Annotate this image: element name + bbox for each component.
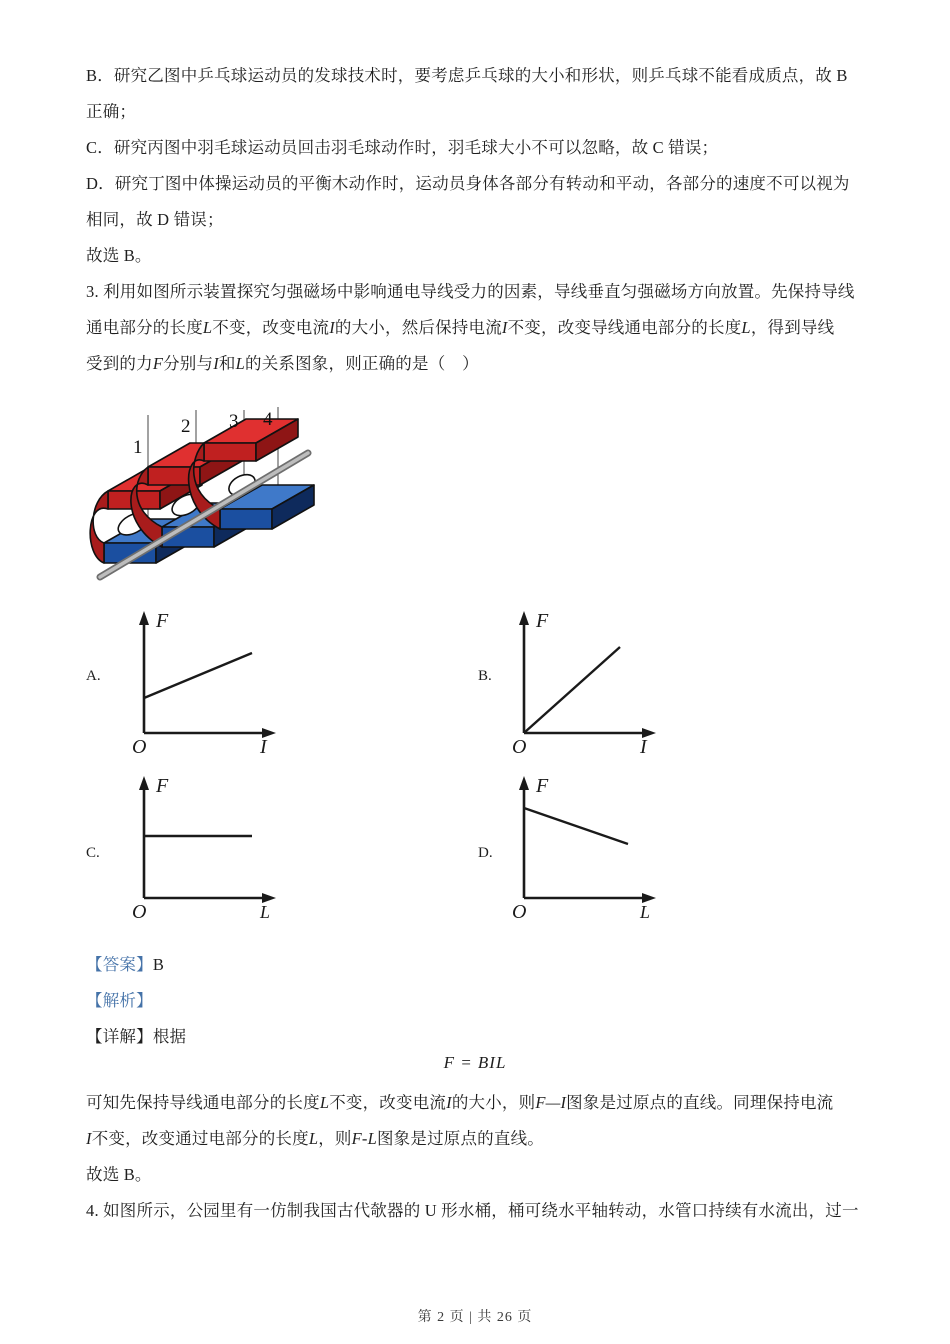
chart-c-svg — [120, 770, 300, 923]
q3-l2-seg-a: 通电部分的长度 — [86, 318, 203, 337]
q3-l2-var-L2: L — [741, 318, 751, 337]
graph-option-label-b: B. — [478, 668, 492, 684]
chart-b-svg — [500, 605, 680, 758]
detail-text: 根据 — [152, 1027, 187, 1046]
sol-l1-seg-d: 图象是过原点的直线。同理保持电流 — [566, 1093, 834, 1112]
question-4-paragraph — [86, 1193, 876, 1229]
magnet-array-figure — [86, 405, 416, 600]
chart-d-ylabel: F — [536, 775, 549, 797]
sol-l1-var-L: L — [319, 1093, 330, 1112]
chart-c-origin-label: O — [132, 901, 147, 923]
question-3-line-1: 3. 利用如图所示装置探究匀强磁场中影响通电导线受力的因素，导线垂直匀强磁场方向放置。先保持导线 — [86, 282, 855, 301]
magnet-3-red-front — [204, 443, 256, 461]
graph-option-label-c: C. — [86, 845, 100, 861]
sol-l1-seg-c: 的大小，则 — [451, 1093, 536, 1112]
chart-a-data-line — [144, 653, 252, 698]
option-d-line-1: D．研究丁图中体操运动员的平衡木动作时，运动员身体各部分有转动和平动，各部分的速度不可以视为 — [86, 174, 850, 193]
chart-a-svg — [120, 605, 300, 758]
question-4-line-1: 4. 如图所示，公园里有一仿制我国古代欹器的 U 形水桶，桶可绕水平轴转动，水管口持续有水流出，过一 — [86, 1201, 859, 1220]
formula-f-equals-bil: F = BIL — [443, 1053, 507, 1072]
q3-l3-seg-a: 受到的力 — [86, 354, 153, 373]
chart-a-xlabel: I — [260, 736, 267, 758]
chart-option-b — [500, 605, 680, 758]
chart-d-svg — [500, 770, 680, 923]
chart-c-xlabel: L — [260, 902, 271, 922]
magnet-array-svg — [86, 405, 416, 600]
chart-b-ylabel: F — [536, 610, 549, 632]
sol-l1-var-FI: F—I — [535, 1093, 567, 1112]
sol-l1-var-I: I — [446, 1093, 452, 1112]
detail-line — [86, 1019, 876, 1055]
chart-option-a — [120, 605, 300, 758]
option-b-line-1: B．研究乙图中乒乓球运动员的发球技术时，要考虑乒乓球的大小和形状，则乒乓球不能看成质点，故 B — [86, 66, 848, 85]
analysis-line — [86, 983, 876, 1019]
chart-c-ylabel: F — [156, 775, 169, 797]
q3-l2-seg-e: ，得到导线 — [750, 318, 835, 337]
question-3-line-2 — [86, 310, 876, 346]
q3-l3-seg-d: 的关系图象，则正确的是（ ） — [245, 354, 479, 373]
choose-b-line-2: 故选 B。 — [86, 1165, 152, 1184]
q3-l3-seg-b: 分别与 — [163, 354, 214, 373]
chart-b-y-arrow — [519, 611, 529, 625]
page-footer: 第 2 页 | 共 26 页 — [417, 1310, 533, 1325]
choose-b-line-1: 故选 B。 — [86, 246, 152, 265]
answer-block — [86, 947, 876, 983]
answer-value: B — [152, 955, 165, 974]
sol-l2-seg-a: 不变，改变通过电部分的长度 — [91, 1129, 309, 1148]
solution-line-1 — [86, 1085, 876, 1121]
q3-l3-var-I: I — [213, 354, 219, 373]
q3-l2-seg-d: 不变，改变导线通电部分的长度 — [507, 318, 742, 337]
question-3-line-3 — [86, 346, 876, 382]
q3-l2-var-I2: I — [501, 318, 508, 337]
graph-option-label-d: D. — [478, 845, 493, 861]
magnet-3-blue-front — [220, 509, 272, 529]
sol-l2-var-L: L — [308, 1129, 319, 1148]
q3-l3-var-L: L — [235, 354, 245, 373]
option-d-line-2: 相同，故 D 错误； — [86, 210, 224, 229]
option-b-paragraph — [86, 58, 876, 130]
chart-c-y-arrow — [139, 776, 149, 790]
q3-l2-var-I1: I — [329, 318, 335, 337]
chart-b-data-line — [525, 647, 620, 732]
option-c-paragraph — [86, 130, 876, 166]
answer-line — [86, 947, 876, 983]
q3-l3-var-F: F — [152, 354, 164, 373]
option-d-paragraph — [86, 166, 876, 238]
q3-l2-var-L1: L — [202, 318, 213, 337]
q3-l2-seg-c: 的大小，然后保持电流 — [334, 318, 502, 337]
chart-b-xlabel: I — [640, 736, 647, 758]
magnet-label-2: 2 — [181, 416, 191, 437]
sol-l2-var-I: I — [86, 1129, 92, 1148]
solution-paragraph — [86, 1085, 876, 1157]
question-3-paragraph — [86, 274, 876, 382]
sol-l2-seg-b: ，则 — [318, 1129, 352, 1148]
detail-block — [86, 1019, 876, 1055]
sol-l2-var-FL: F-L — [351, 1129, 377, 1148]
q3-l3-seg-c: 和 — [218, 354, 236, 373]
answer-tag: 【答案】 — [86, 955, 153, 974]
chart-b-origin-label: O — [512, 736, 527, 758]
choose-b-paragraph-2 — [86, 1157, 876, 1193]
detail-tag: 【详解】 — [86, 1027, 153, 1046]
magnet-label-4: 4 — [263, 409, 273, 430]
sol-l1-seg-b: 不变，改变电流 — [329, 1093, 447, 1112]
solution-line-2 — [86, 1121, 876, 1157]
chart-option-c — [120, 770, 300, 923]
sol-l1-seg-a: 可知先保持导线通电部分的长度 — [86, 1093, 320, 1112]
analysis-tag: 【解析】 — [86, 991, 153, 1010]
analysis-block — [86, 983, 876, 1019]
chart-a-ylabel: F — [156, 610, 169, 632]
chart-d-xlabel: L — [640, 902, 651, 922]
chart-d-data-line — [524, 808, 628, 844]
chart-d-y-arrow — [519, 776, 529, 790]
graph-option-label-a: A. — [86, 668, 101, 684]
option-c-line-1: C．研究丙图中羽毛球运动员回击羽毛球动作时，羽毛球大小不可以忽略，故 C 错误； — [86, 138, 719, 157]
chart-option-d — [500, 770, 680, 923]
chart-a-origin-label: O — [132, 736, 147, 758]
option-b-line-2: 正确； — [86, 102, 137, 121]
magnet-label-1: 1 — [133, 437, 143, 458]
sol-l2-seg-c: 图象是过原点的直线。 — [376, 1129, 544, 1148]
chart-a-y-arrow — [139, 611, 149, 625]
choose-b-paragraph-1 — [86, 238, 876, 274]
magnet-label-3: 3 — [229, 411, 239, 432]
chart-d-origin-label: O — [512, 901, 527, 923]
q3-l2-seg-b: 不变，改变电流 — [212, 318, 330, 337]
